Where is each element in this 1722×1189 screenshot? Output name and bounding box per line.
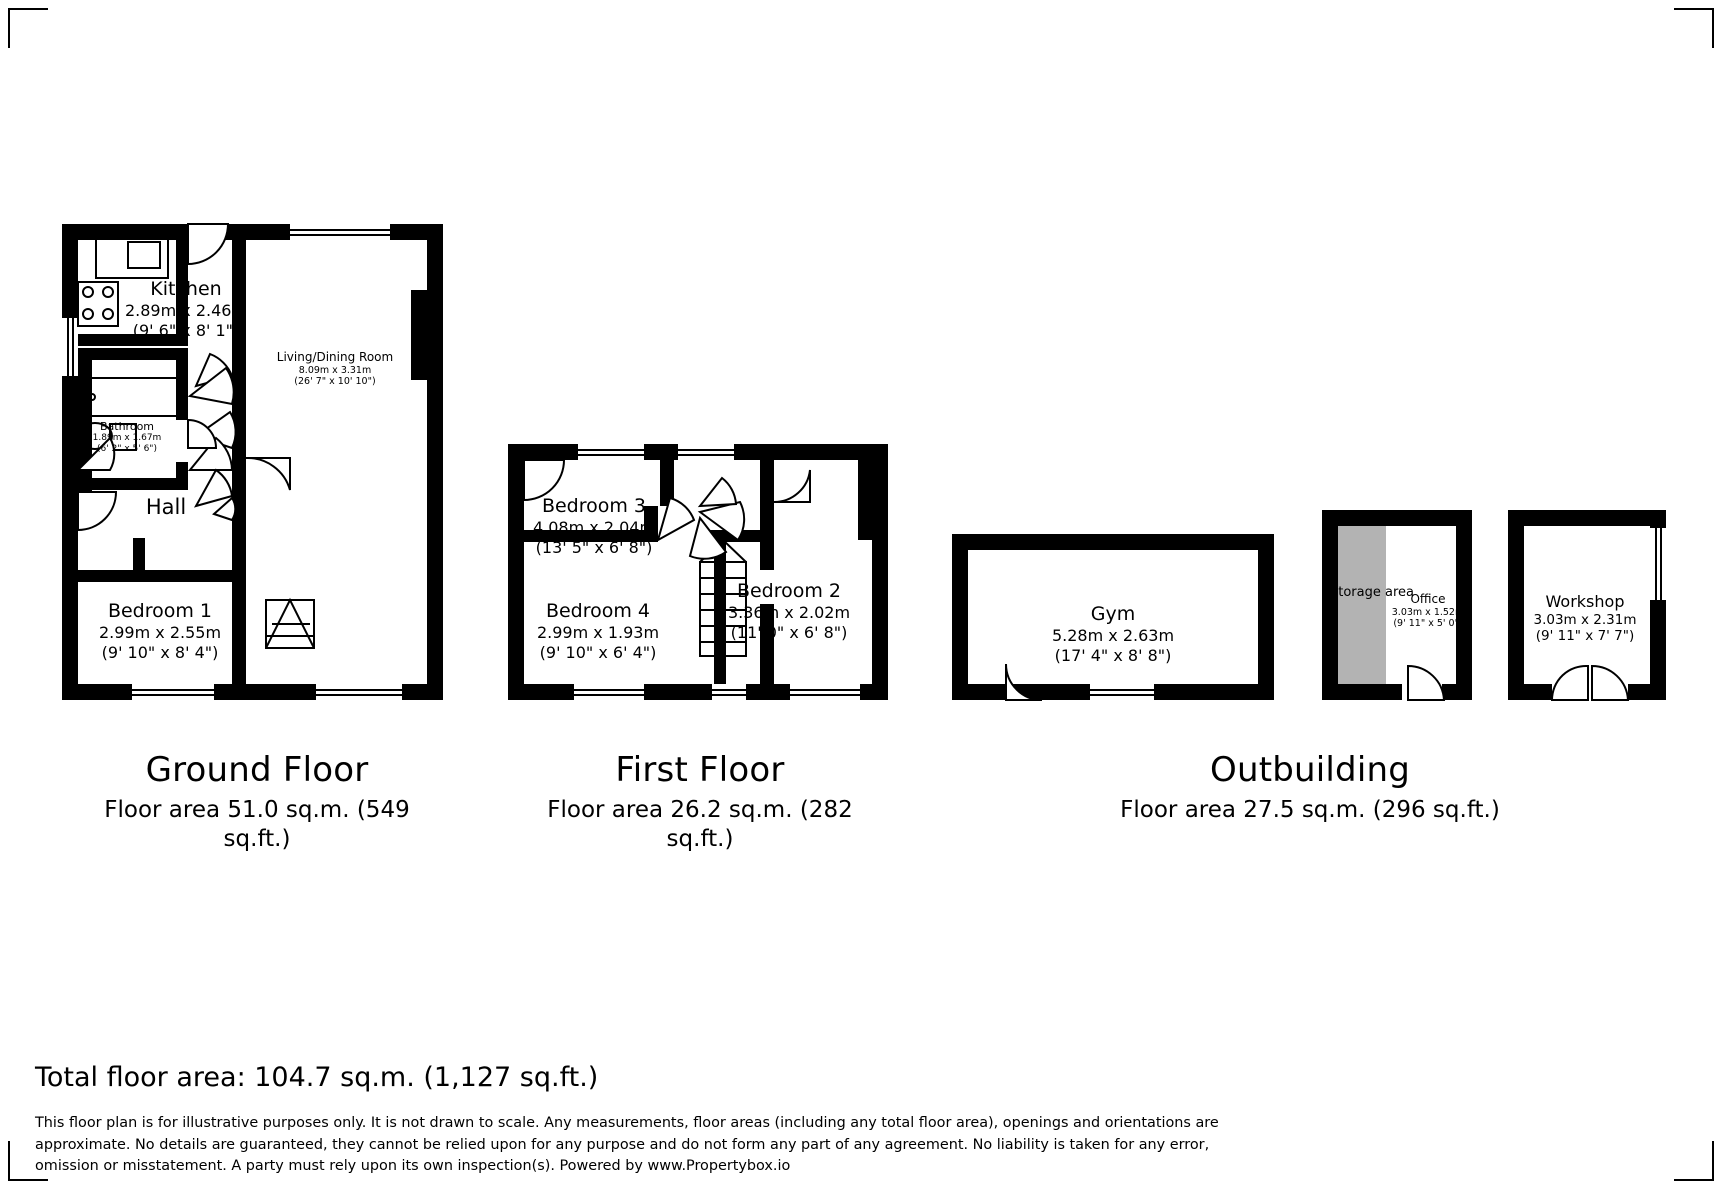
block-title-outbuilding: Outbuilding xyxy=(1209,750,1411,790)
storage-area-fill xyxy=(1338,526,1386,684)
room-label-workshop: Workshop 3.03m x 2.31m (9' 11" x 7' 7") xyxy=(1533,592,1637,644)
block-label-first-floor xyxy=(535,750,865,854)
total-floor-area: Total floor area: 104.7 sq.m. (1,127 sq.ft.) xyxy=(35,1062,599,1093)
block-area-first-floor: Floor area 26.2 sq.m. (282 sq.ft.) xyxy=(547,797,853,852)
room-label-storage-area: Storage area xyxy=(1330,585,1414,600)
room-label-bedroom-4: Bedroom 4 2.99m x 1.93m (9' 10" x 6' 4") xyxy=(536,600,660,662)
block-title-first-floor: First Floor xyxy=(615,750,785,790)
block-label-outbuilding xyxy=(1100,750,1520,825)
room-label-hall: Hall xyxy=(145,495,187,519)
block-title-ground-floor: Ground Floor xyxy=(145,750,369,790)
block-area-outbuilding: Floor area 27.5 sq.m. (296 sq.ft.) xyxy=(1120,797,1500,823)
room-label-bedroom-1: Bedroom 1 2.99m x 2.55m (9' 10" x 8' 4") xyxy=(98,600,222,662)
room-label-bedroom-2: Bedroom 2 3.36m x 2.02m (11' 0" x 6' 8") xyxy=(727,580,851,642)
room-label-living-dining-room: Living/Dining Room 8.09m x 3.31m (26' 7" x 10' 10") xyxy=(276,350,394,388)
block-label-ground-floor xyxy=(92,750,422,854)
room-label-office: Office 3.03m x 1.52m (9' 11" x 5' 0") xyxy=(1391,592,1465,630)
room-label-bathroom: Bathroom 1.89m x 1.67m (6' 2" x 5' 6") xyxy=(92,420,162,455)
room-label-bedroom-3: Bedroom 3 4.08m x 2.04m (13' 5" x 6' 8") xyxy=(532,495,656,557)
room-label-gym: Gym 5.28m x 2.63m (17' 4" x 8' 8") xyxy=(1051,603,1175,665)
room-label-kitchen: Kitchen 2.89m x 2.46m (9' 6" x 8' 1") xyxy=(124,278,248,340)
block-area-ground-floor: Floor area 51.0 sq.m. (549 sq.ft.) xyxy=(104,797,410,852)
disclaimer-text: This floor plan is for illustrative purposes only. It is not drawn to scale. Any measurements, floor areas (including any total floor area), openings and orientations are approximate. No details are guaranteed, they cannot be relied upon for any purpose and do not form any part of any agreement. No liability is taken for any error, omission or misstatement. A party must rely upon its own inspection(s). Powered by www.Propertybox.io xyxy=(35,1115,1219,1175)
